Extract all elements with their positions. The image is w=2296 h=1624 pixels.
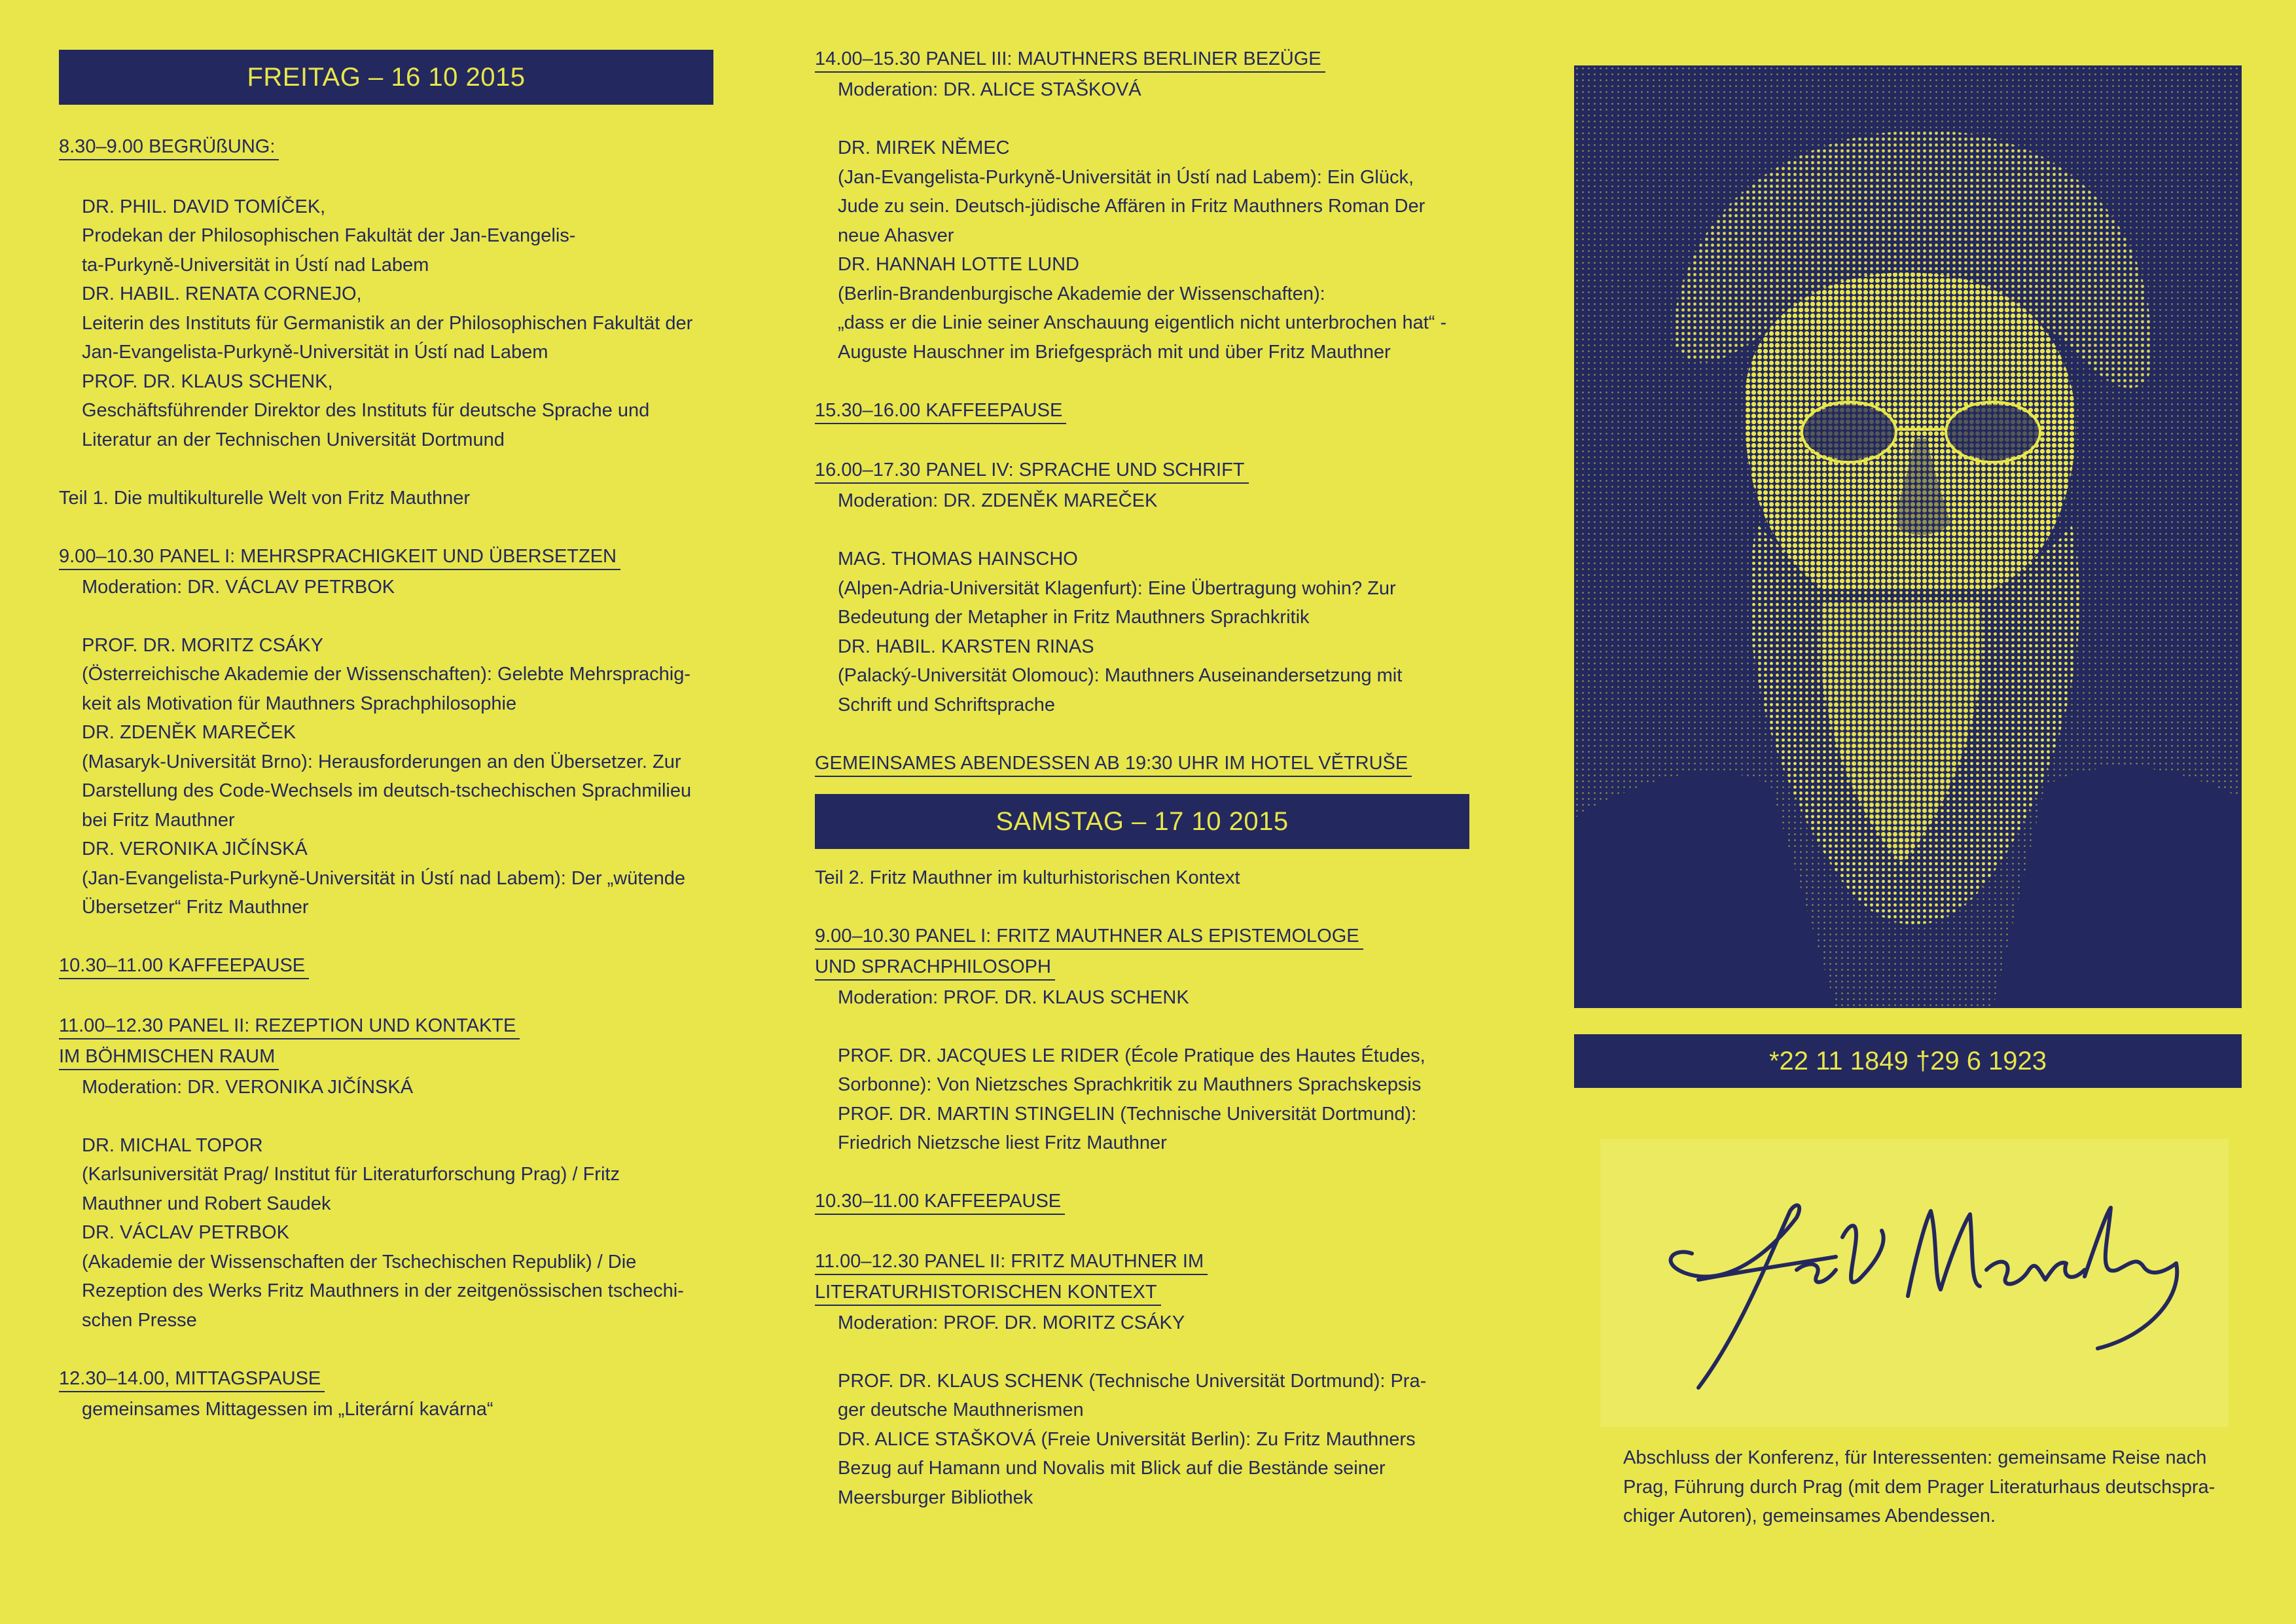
program-line bbox=[59, 1306, 713, 1335]
program-text: DR. HABIL. RENATA CORNEJO, bbox=[82, 283, 362, 304]
program-text: Literatur an der Technischen Universität Dortmund bbox=[82, 429, 505, 450]
program-text: Geschäftsführender Direktor des Instituts für deutsche Sprache und bbox=[82, 400, 650, 421]
program-line bbox=[815, 192, 1469, 221]
program-line bbox=[815, 1367, 1469, 1396]
program-line bbox=[815, 280, 1469, 309]
spacer bbox=[815, 516, 1469, 545]
program-text: PROF. DR. JACQUES LE RIDER (École Pratique des Hautes Études, bbox=[838, 1045, 1426, 1066]
friday-program-continued bbox=[815, 45, 1469, 780]
session-heading: 10.30–11.00 KAFFEEPAUSE bbox=[815, 1189, 1065, 1215]
program-text: Jude zu sein. Deutsch-jüdische Affären in Fritz Mauthners Roman Der bbox=[838, 196, 1426, 217]
spacer bbox=[815, 367, 1469, 396]
program-text: neue Ahasver bbox=[838, 225, 954, 246]
program-text: Darstellung des Code-Wechsels im deutsch-tschechischen Sprachmilieu bbox=[82, 780, 692, 801]
spacer bbox=[815, 1158, 1469, 1187]
program-text: DR. HANNAH LOTTE LUND bbox=[838, 254, 1079, 275]
closing-line: Abschluss der Konferenz, für Interessenten: gemeinsame Reise nach bbox=[1623, 1447, 2207, 1468]
program-line bbox=[59, 280, 713, 309]
closing-line: chiger Autoren), gemeinsames Abendessen. bbox=[1623, 1506, 1996, 1526]
program-line bbox=[59, 1131, 713, 1161]
closing-note bbox=[1623, 1443, 2215, 1531]
spacer bbox=[59, 982, 713, 1011]
session-heading: 14.00–15.30 PANEL III: MAUTHNERS BERLINER BEZÜGE bbox=[815, 46, 1325, 73]
portrait-image bbox=[1574, 65, 2242, 1008]
program-line bbox=[815, 338, 1469, 367]
program-line bbox=[59, 1042, 713, 1073]
program-text: DR. ZDENĚK MAREČEK bbox=[82, 722, 296, 743]
program-text: Moderation: DR. ALICE STAŠKOVÁ bbox=[838, 79, 1141, 100]
program-text: Sorbonne): Von Nietzsches Sprachkritik zu Mauthners Sprachskepsis bbox=[838, 1074, 1422, 1095]
session-heading: 8.30–9.00 BEGRÜßUNG: bbox=[59, 134, 279, 160]
spacer bbox=[815, 719, 1469, 749]
program-text: PROF. DR. MORITZ CSÁKY bbox=[82, 634, 323, 656]
program-line bbox=[59, 1395, 713, 1424]
session-heading: 15.30–16.00 KAFFEEPAUSE bbox=[815, 398, 1066, 424]
session-heading: 9.00–10.30 PANEL I: FRITZ MAUTHNER ALS EPISTEMOLOGE bbox=[815, 924, 1363, 950]
friday-program bbox=[59, 132, 713, 1424]
program-line bbox=[815, 308, 1469, 338]
program-line bbox=[815, 1396, 1469, 1425]
program-line bbox=[59, 251, 713, 280]
program-text: Meersburger Bibliothek bbox=[838, 1487, 1033, 1508]
program-text: „dass er die Linie seiner Anschauung eigentlich nicht unterbrochen hat“ - bbox=[838, 312, 1447, 333]
program-line bbox=[59, 893, 713, 922]
program-line bbox=[59, 367, 713, 397]
session-heading: 11.00–12.30 PANEL II: REZEPTION UND KONTAKTE bbox=[59, 1013, 520, 1039]
program-text: DR. VÁCLAV PETRBOK bbox=[82, 1222, 289, 1243]
session-heading: UND SPRACHPHILOSOPH bbox=[815, 954, 1055, 981]
side-column bbox=[1574, 0, 2245, 1624]
program-text: (Akademie der Wissenschaften der Tschechischen Republik) / Die bbox=[82, 1251, 637, 1272]
program-line bbox=[815, 574, 1469, 604]
program-line bbox=[59, 776, 713, 806]
program-text: gemeinsames Mittagessen im „Literární kavárna“ bbox=[82, 1398, 493, 1420]
life-dates: *22 11 1849 †29 6 1923 bbox=[1574, 1034, 2242, 1088]
program-line bbox=[815, 632, 1469, 662]
program-line bbox=[59, 1364, 713, 1395]
program-line bbox=[59, 951, 713, 982]
program-text: keit als Motivation für Mauthners Sprachphilosophie bbox=[82, 693, 517, 714]
session-heading: 9.00–10.30 PANEL I: MEHRSPRACHIGKEIT UND ÜBERSETZEN bbox=[59, 544, 620, 570]
program-line bbox=[59, 192, 713, 222]
session-heading: 16.00–17.30 PANEL IV: SPRACHE UND SCHRIFT bbox=[815, 458, 1249, 484]
program-text: MAG. THOMAS HAINSCHO bbox=[838, 549, 1078, 569]
program-line bbox=[59, 1276, 713, 1306]
program-line bbox=[815, 691, 1469, 720]
program-text: DR. MICHAL TOPOR bbox=[82, 1134, 263, 1156]
program-text: Übersetzer“ Fritz Mauthner bbox=[82, 897, 309, 918]
spacer bbox=[815, 1012, 1469, 1041]
program-line bbox=[59, 864, 713, 893]
spacer bbox=[815, 892, 1469, 922]
program-line bbox=[815, 1041, 1469, 1071]
program-line bbox=[59, 1073, 713, 1102]
program-line bbox=[815, 163, 1469, 192]
program-text: PROF. DR. KLAUS SCHENK (Technische Universität Dortmund): Pra- bbox=[838, 1370, 1427, 1392]
spacer bbox=[59, 922, 713, 952]
program-text: DR. HABIL. KARSTEN RINAS bbox=[838, 636, 1094, 657]
program-text: Moderation: DR. VÁCLAV PETRBOK bbox=[82, 576, 395, 598]
program-text: ta-Purkyně-Universität in Ústí nad Labem bbox=[82, 254, 429, 276]
session-heading: GEMEINSAMES ABENDESSEN AB 19:30 UHR IM HOTEL VĚTRUŠE bbox=[815, 751, 1412, 777]
program-text: Moderation: PROF. DR. MORITZ CSÁKY bbox=[838, 1312, 1185, 1333]
program-line bbox=[59, 221, 713, 251]
program-line bbox=[59, 396, 713, 425]
program-line bbox=[815, 661, 1469, 691]
middle-column bbox=[815, 45, 1469, 1512]
program-line bbox=[59, 689, 713, 719]
program-line bbox=[815, 603, 1469, 632]
program-line bbox=[59, 542, 713, 573]
program-line bbox=[59, 132, 713, 163]
spacer bbox=[59, 602, 713, 631]
program-line bbox=[815, 952, 1469, 983]
program-text: Bedeutung der Metapher in Fritz Mauthners Sprachkritik bbox=[838, 607, 1310, 628]
program-text: Teil 2. Fritz Mauthner im kulturhistorischen Kontext bbox=[815, 867, 1240, 888]
program-text: ger deutsche Mauthnerismen bbox=[838, 1399, 1084, 1420]
session-heading: LITERATURHISTORISCHEN KONTEXT bbox=[815, 1280, 1161, 1306]
program-line bbox=[815, 1425, 1469, 1454]
program-text: (Jan-Evangelista-Purkyně-Universität in Ústí nad Labem): Der „wütende bbox=[82, 867, 685, 889]
program-text: Rezeption des Werks Fritz Mauthners in der zeitgenössischen tschechi- bbox=[82, 1280, 684, 1301]
program-text: (Alpen-Adria-Universität Klagenfurt): Eine Übertragung wohin? Zur bbox=[838, 577, 1396, 599]
friday-column bbox=[59, 50, 713, 1424]
signature-image bbox=[1600, 1139, 2229, 1427]
program-line bbox=[815, 1308, 1469, 1338]
program-line bbox=[59, 1189, 713, 1219]
program-text: Auguste Hauschner im Briefgespräch mit und über Fritz Mauthner bbox=[838, 341, 1391, 363]
program-text: (Jan-Evangelista-Purkyně-Universität in Ústí nad Labem): Ein Glück, bbox=[838, 166, 1414, 188]
program-text: Moderation: DR. ZDENĚK MAREČEK bbox=[838, 490, 1158, 511]
program-line bbox=[815, 922, 1469, 952]
program-line bbox=[59, 631, 713, 660]
program-line bbox=[815, 250, 1469, 280]
program-text: PROF. DR. KLAUS SCHENK, bbox=[82, 370, 333, 392]
program-text: Friedrich Nietzsche liest Fritz Mauthner bbox=[838, 1132, 1167, 1153]
program-line bbox=[59, 1218, 713, 1248]
program-line bbox=[815, 983, 1469, 1013]
program-line bbox=[815, 1100, 1469, 1129]
program-text: (Karlsuniversität Prag/ Institut für Literaturforschung Prag) / Fritz bbox=[82, 1164, 620, 1185]
program-line bbox=[59, 718, 713, 748]
program-line bbox=[815, 1454, 1469, 1483]
program-line bbox=[815, 134, 1469, 163]
program-line bbox=[815, 1278, 1469, 1308]
program-line bbox=[815, 749, 1469, 780]
program-line bbox=[59, 806, 713, 835]
spacer bbox=[59, 163, 713, 192]
program-text: Schrift und Schriftsprache bbox=[838, 694, 1056, 715]
session-heading: 12.30–14.00, MITTAGSPAUSE bbox=[59, 1366, 325, 1392]
program-line bbox=[815, 396, 1469, 427]
program-text: DR. PHIL. DAVID TOMÍČEK, bbox=[82, 196, 326, 217]
closing-line: Prag, Führung durch Prag (mit dem Prager Literaturhaus deutschspra- bbox=[1623, 1476, 2215, 1498]
program-line bbox=[815, 863, 1469, 893]
program-text: (Berlin-Brandenburgische Akademie der Wissenschaften): bbox=[838, 283, 1325, 304]
program-text: DR. MIREK NĚMEC bbox=[838, 137, 1010, 158]
program-line bbox=[59, 425, 713, 455]
program-line bbox=[59, 309, 713, 338]
program-line bbox=[815, 221, 1469, 251]
program-line bbox=[59, 748, 713, 777]
program-line bbox=[815, 1483, 1469, 1513]
program-text: DR. VERONIKA JIČÍNSKÁ bbox=[82, 839, 308, 859]
program-line bbox=[815, 1070, 1469, 1100]
program-text: Jan-Evangelista-Purkyně-Universität in Ústí nad Labem bbox=[82, 342, 548, 363]
program-text: Mauthner und Robert Saudek bbox=[82, 1193, 331, 1214]
spacer bbox=[815, 105, 1469, 134]
program-text: (Masaryk-Universität Brno): Herausforderungen an den Übersetzer. Zur bbox=[82, 751, 681, 772]
program-text: Moderation: DR. VERONIKA JIČÍNSKÁ bbox=[82, 1076, 414, 1098]
program-text: bei Fritz Mauthner bbox=[82, 809, 235, 831]
program-line bbox=[815, 545, 1469, 574]
program-line bbox=[815, 1128, 1469, 1158]
program-line bbox=[59, 338, 713, 367]
program-text: PROF. DR. MARTIN STINGELIN (Technische Universität Dortmund): bbox=[838, 1103, 1417, 1125]
spacer bbox=[59, 1335, 713, 1364]
program-line bbox=[59, 660, 713, 689]
program-text: DR. ALICE STAŠKOVÁ (Freie Universität Berlin): Zu Fritz Mauthners bbox=[838, 1428, 1416, 1450]
program-line bbox=[59, 484, 713, 513]
program-line bbox=[815, 75, 1469, 105]
program-text: Leiterin des Instituts für Germanistik an der Philosophischen Fakultät der bbox=[82, 312, 693, 334]
program-text: schen Presse bbox=[82, 1309, 197, 1331]
spacer bbox=[59, 1102, 713, 1131]
program-line bbox=[59, 835, 713, 864]
spacer bbox=[815, 1337, 1469, 1367]
program-text: Prodekan der Philosophischen Fakultät der Jan-Evangelis- bbox=[82, 225, 576, 246]
session-heading: IM BÖHMISCHEN RAUM bbox=[59, 1044, 279, 1070]
program-line bbox=[815, 456, 1469, 486]
program-line bbox=[59, 1248, 713, 1277]
program-line bbox=[59, 1011, 713, 1042]
program-text: Moderation: PROF. DR. KLAUS SCHENK bbox=[838, 986, 1189, 1008]
session-heading: 10.30–11.00 KAFFEEPAUSE bbox=[59, 953, 309, 979]
spacer bbox=[59, 454, 713, 484]
spacer bbox=[59, 513, 713, 542]
session-heading: 11.00–12.30 PANEL II: FRITZ MAUTHNER IM bbox=[815, 1249, 1208, 1275]
program-line bbox=[815, 1187, 1469, 1218]
program-line bbox=[815, 1247, 1469, 1278]
friday-header: FREITAG – 16 10 2015 bbox=[59, 50, 713, 105]
program-text: (Palacký-Universität Olomouc): Mauthners Auseinandersetzung mit bbox=[838, 665, 1403, 686]
program-line bbox=[59, 573, 713, 602]
program-text: Teil 1. Die multikulturelle Welt von Fritz Mauthner bbox=[59, 487, 471, 509]
spacer bbox=[815, 1218, 1469, 1247]
spacer bbox=[815, 427, 1469, 456]
program-line bbox=[815, 45, 1469, 75]
saturday-header: SAMSTAG – 17 10 2015 bbox=[815, 794, 1469, 849]
saturday-program bbox=[815, 863, 1469, 1513]
program-text: (Österreichische Akademie der Wissenschaften): Gelebte Mehrsprachig- bbox=[82, 664, 691, 685]
program-text: Bezug auf Hamann und Novalis mit Blick auf die Bestände seiner bbox=[838, 1458, 1386, 1479]
program-line bbox=[815, 486, 1469, 516]
program-line bbox=[59, 1160, 713, 1189]
